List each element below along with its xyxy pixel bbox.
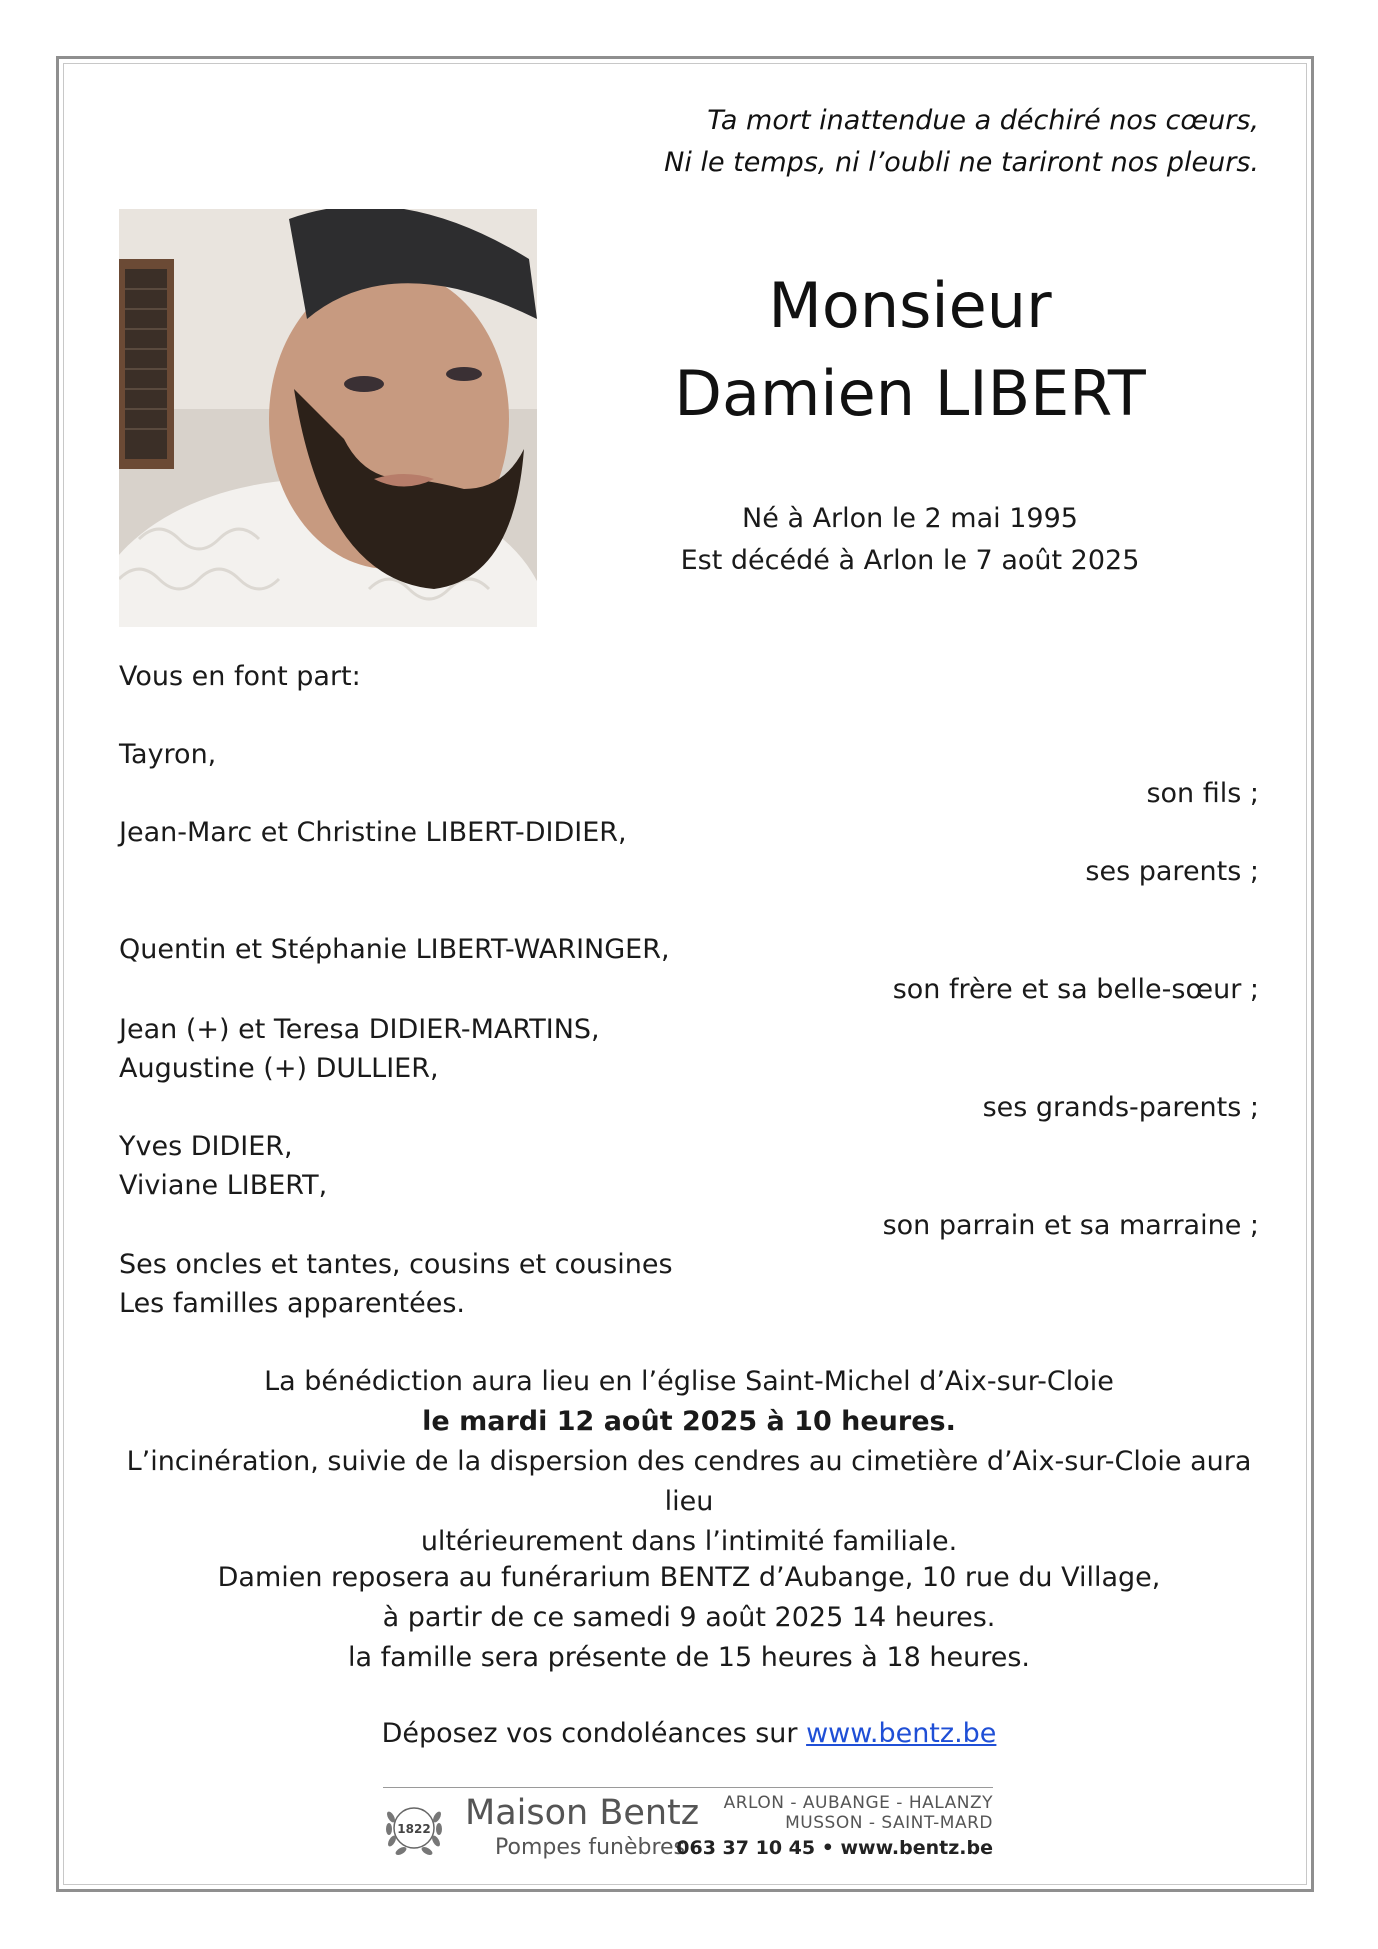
condolences-line xyxy=(119,1714,1259,1754)
branch-towns xyxy=(724,1793,993,1833)
condolences-text: Déposez vos condoléances sur xyxy=(381,1718,807,1749)
laurel-emblem-icon xyxy=(383,1797,445,1859)
family-name: Tayron, xyxy=(119,739,217,770)
brand-name: Maison Bentz xyxy=(465,1793,700,1833)
portrait-illustration xyxy=(119,209,537,627)
family-name: Quentin et Stéphanie LIBERT-WARINGER, xyxy=(119,934,670,965)
intro-text: Vous en font part: xyxy=(119,661,361,692)
birth-line: Né à Arlon le 2 mai 1995 xyxy=(742,503,1078,534)
emblem-year: 1822 xyxy=(397,1822,431,1836)
viewing-line-3: la famille sera présente de 15 heures à 18 heures. xyxy=(348,1642,1030,1673)
deceased-name-block xyxy=(640,262,1180,438)
deceased-title: Monsieur xyxy=(768,269,1052,342)
life-dates xyxy=(640,498,1180,582)
logo-divider xyxy=(383,1787,993,1788)
family-relation: son parrain et sa marraine ; xyxy=(882,1210,1259,1241)
family-relation: son fils ; xyxy=(1146,778,1259,809)
viewing-line-2: à partir de ce samedi 9 août 2025 14 heures. xyxy=(382,1602,996,1633)
family-relation: ses parents ; xyxy=(1085,856,1259,887)
contact-info: 063 37 10 45 • www.bentz.be xyxy=(676,1837,993,1859)
family-name: Jean (+) et Teresa DIDIER-MARTINS, xyxy=(119,1014,600,1045)
viewing-section xyxy=(119,1558,1259,1678)
extended-family-line: Ses oncles et tantes, cousins et cousines xyxy=(119,1249,673,1280)
ceremony-line-4: ultérieurement dans l’intimité familiale. xyxy=(420,1526,958,1557)
ceremony-date: le mardi 12 août 2025 à 10 heures. xyxy=(422,1406,956,1437)
portrait-photo xyxy=(119,209,537,627)
towns-line-2: MUSSON - SAINT-MARD xyxy=(785,1813,993,1833)
epigraph-line-1: Ta mort inattendue a déchiré nos cœurs, xyxy=(707,105,1259,136)
deceased-name: Damien LIBERT xyxy=(674,357,1146,430)
extended-family-line: Les familles apparentées. xyxy=(119,1288,466,1319)
family-relation: ses grands-parents ; xyxy=(982,1092,1259,1123)
family-relation: son frère et sa belle-sœur ; xyxy=(892,974,1259,1005)
family-name: Yves DIDIER, xyxy=(119,1131,293,1162)
epigraph-line-2: Ni le temps, ni l’oubli ne tariront nos pleurs. xyxy=(664,147,1259,178)
epigraph xyxy=(664,100,1259,184)
ceremony-section xyxy=(119,1362,1259,1562)
death-line: Est décédé à Arlon le 7 août 2025 xyxy=(680,545,1140,576)
ceremony-line-1: La bénédiction aura lieu en l’église Saint-Michel d’Aix-sur-Cloie xyxy=(264,1366,1114,1397)
family-name: Jean-Marc et Christine LIBERT-DIDIER, xyxy=(119,817,627,848)
ceremony-line-3: L’incinération, suivie de la dispersion des cendres au cimetière d’Aix-sur-Cloie aura lieu xyxy=(126,1446,1252,1517)
funeral-home-logo xyxy=(383,1785,993,1865)
towns-line-1: ARLON - AUBANGE - HALANZY xyxy=(723,1793,993,1813)
condolences-link[interactable]: www.bentz.be xyxy=(806,1718,997,1749)
viewing-line-1: Damien reposera au funérarium BENTZ d’Aubange, 10 rue du Village, xyxy=(217,1562,1161,1593)
brand-subtitle: Pompes funèbres xyxy=(495,1835,686,1860)
family-name: Augustine (+) DULLIER, xyxy=(119,1053,439,1084)
family-name: Viviane LIBERT, xyxy=(119,1170,328,1201)
